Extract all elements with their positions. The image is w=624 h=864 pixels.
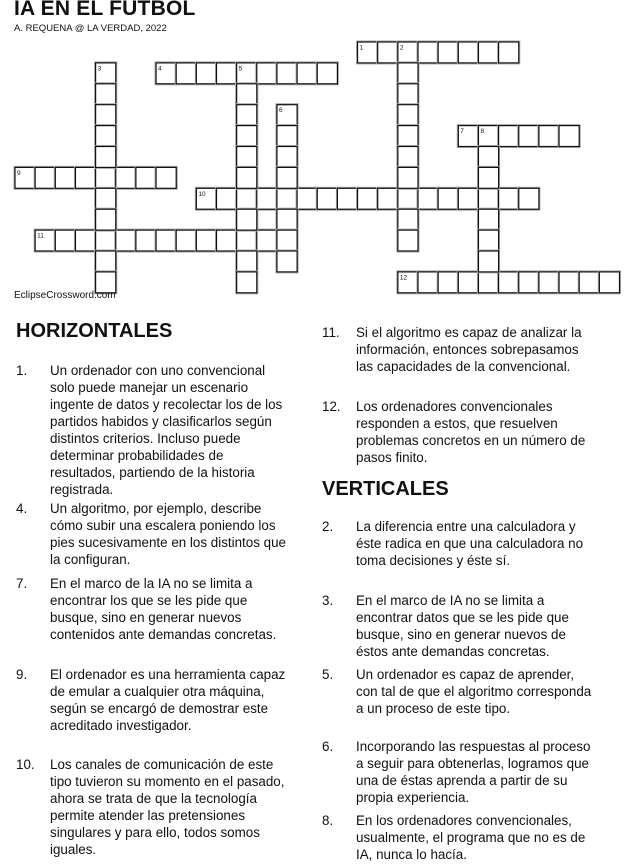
grid-cell[interactable] [457,41,480,65]
grid-cell[interactable] [537,270,560,294]
grid-cell[interactable] [235,166,258,190]
grid-cell[interactable] [558,124,581,148]
grid-cell[interactable] [155,229,178,253]
grid-cell[interactable] [275,61,298,85]
grid-cell[interactable] [114,166,137,190]
grid-cell[interactable] [396,229,419,253]
grid-cell[interactable] [235,124,258,148]
grid-cell[interactable] [396,124,419,148]
grid-cell[interactable] [74,229,97,253]
grid-cell[interactable] [296,61,319,85]
down-heading: VERTICALES [322,478,449,500]
grid-cell[interactable] [477,145,500,169]
grid-cell[interactable] [54,166,77,190]
grid-cell[interactable] [255,61,278,85]
grid-cell[interactable] [477,187,500,211]
grid-cell[interactable] [517,187,540,211]
cell-number: 1 [359,44,364,52]
grid-cell[interactable] [417,270,440,294]
grid-cell[interactable] [336,187,359,211]
grid-cell[interactable] [537,124,560,148]
grid-cell[interactable] [275,229,298,253]
grid-cell[interactable] [235,103,258,127]
grid-cell[interactable] [235,229,258,253]
cell-number: 2 [399,44,404,52]
puzzle-title: IA EN EL FUTBOL [14,0,196,20]
grid-cell[interactable] [54,229,77,253]
grid-cell[interactable] [598,270,621,294]
grid-cell[interactable] [558,270,581,294]
cell-number: 10 [198,190,206,198]
grid-cell[interactable] [275,166,298,190]
cell-number: 3 [97,65,102,73]
grid-cell[interactable] [195,61,218,85]
grid-cell[interactable] [134,166,157,190]
grid-cell[interactable] [316,187,339,211]
grid-cell[interactable] [94,103,117,127]
grid-cell[interactable] [396,166,419,190]
grid-cell[interactable] [497,124,520,148]
grid-cell[interactable] [235,82,258,106]
across-heading: HORIZONTALES [16,320,173,342]
grid-cell[interactable] [94,166,117,190]
grid-cell[interactable] [396,187,419,211]
grid-cell[interactable] [235,208,258,232]
grid-cell[interactable] [477,208,500,232]
grid-cell[interactable] [437,187,460,211]
grid-cell[interactable] [437,270,460,294]
grid-cell[interactable] [215,61,238,85]
grid-cell[interactable] [477,41,500,65]
grid-cell[interactable] [316,61,339,85]
grid-cell[interactable] [94,229,117,253]
grid-cell[interactable] [94,145,117,169]
grid-cell[interactable] [437,41,460,65]
grid-cell[interactable] [235,187,258,211]
grid-cell[interactable] [497,41,520,65]
cell-number: 9 [17,169,21,177]
grid-cell[interactable] [215,187,238,211]
grid-cell[interactable] [356,187,379,211]
grid-cell[interactable] [134,229,157,253]
grid-cell[interactable] [275,145,298,169]
cell-number: 8 [480,128,485,136]
grid-cell[interactable] [275,187,298,211]
grid-cell[interactable] [94,124,117,148]
grid-cell[interactable] [94,208,117,232]
cell-number: 12 [399,274,408,282]
site-credit: EclipseCrossword.com [14,290,116,301]
grid-cell[interactable] [215,229,238,253]
grid-cell[interactable] [396,145,419,169]
grid-cell[interactable] [175,61,198,85]
grid-cell[interactable] [296,187,319,211]
grid-cell[interactable] [275,250,298,274]
grid-cell[interactable] [477,250,500,274]
grid-cell[interactable] [578,270,601,294]
cell-number: 5 [238,65,243,73]
grid-cell[interactable] [255,187,278,211]
cell-number: 11 [37,232,44,240]
grid-cell[interactable] [235,250,258,274]
grid-cell[interactable] [114,229,137,253]
grid-cell[interactable] [155,166,178,190]
grid-cell[interactable] [457,187,480,211]
grid-cell[interactable] [417,41,440,65]
grid-cell[interactable] [275,208,298,232]
grid-cell[interactable] [396,82,419,106]
grid-cell[interactable] [497,270,520,294]
grid-cell[interactable] [275,124,298,148]
grid-cell[interactable] [396,61,419,85]
cell-number: 6 [278,107,283,115]
cell-number: 4 [158,65,162,73]
grid-cell[interactable] [175,229,198,253]
grid-cell[interactable] [396,208,419,232]
puzzle-author: A. REQUENA @ LA VERDAD, 2022 [14,23,167,34]
grid-cell[interactable] [517,270,540,294]
cell-number: 7 [460,128,464,136]
grid-cell[interactable] [94,187,117,211]
grid-cell[interactable] [74,166,97,190]
grid-cell[interactable] [417,187,440,211]
grid-cell[interactable] [235,145,258,169]
grid-cell[interactable] [457,270,480,294]
grid-cell[interactable] [396,103,419,127]
grid-cell[interactable] [497,187,520,211]
grid-cell[interactable] [477,229,500,253]
grid-cell[interactable] [235,270,258,294]
grid-cell[interactable] [477,166,500,190]
grid-cell[interactable] [255,229,278,253]
grid-cell[interactable] [195,229,218,253]
grid-cell[interactable] [376,187,399,211]
grid-cell[interactable] [376,41,399,65]
grid-cell[interactable] [94,82,117,106]
grid-cell[interactable] [94,250,117,274]
grid-cell[interactable] [477,270,500,294]
grid-cell[interactable] [517,124,540,148]
grid-cell[interactable] [34,166,57,190]
